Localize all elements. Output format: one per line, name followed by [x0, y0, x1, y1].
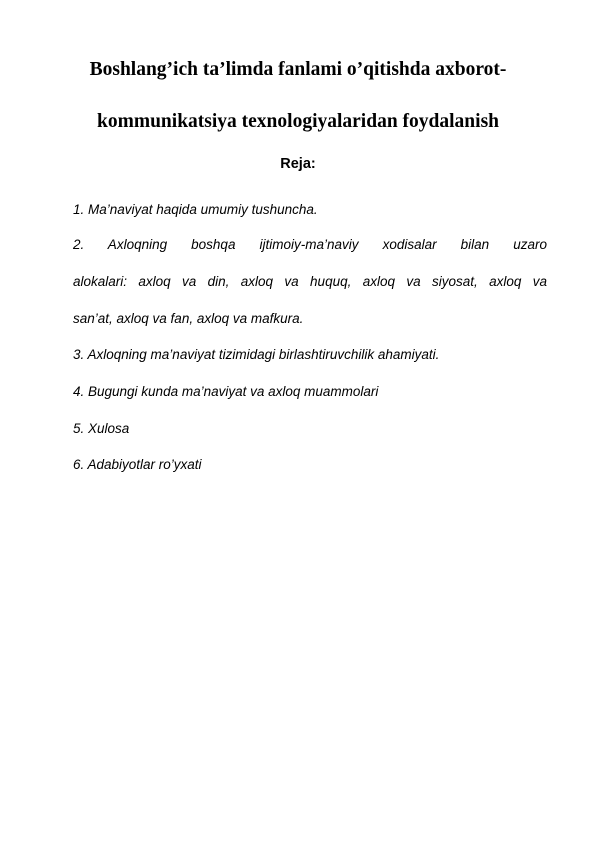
document-title-line-1: Boshlang’ich ta’limda fanlami o’qitishda axborot- — [89, 59, 507, 80]
plan-heading: Reja: — [280, 156, 316, 172]
plan-item-3: 3. Axloqning ma’naviyat tizimidagi birlashtiruvchilik ahamiyati. — [73, 347, 440, 362]
plan-item-6: 6. Adabiyotlar ro’yxati — [73, 457, 202, 472]
plan-item-2-line-1: 2. Axloqning boshqa ijtimoiy-ma’naviy xodisalar bilan uzaro — [73, 237, 547, 252]
plan-item-2-line-2: alokalari: axloq va din, axloq va huquq, axloq va siyosat, axloq va — [73, 274, 547, 289]
document-title-line-2: kommunikatsiya texnologiyalaridan foydalanish — [97, 111, 499, 132]
plan-item-5: 5. Xulosa — [73, 421, 130, 436]
plan-item-2-line-3: san’at, axloq va fan, axloq va mafkura. — [73, 311, 304, 326]
plan-item-4: 4. Bugungi kunda ma’naviyat va axloq muammolari — [73, 384, 379, 399]
plan-item-1: 1. Ma’naviyat haqida umumiy tushuncha. — [73, 202, 318, 217]
